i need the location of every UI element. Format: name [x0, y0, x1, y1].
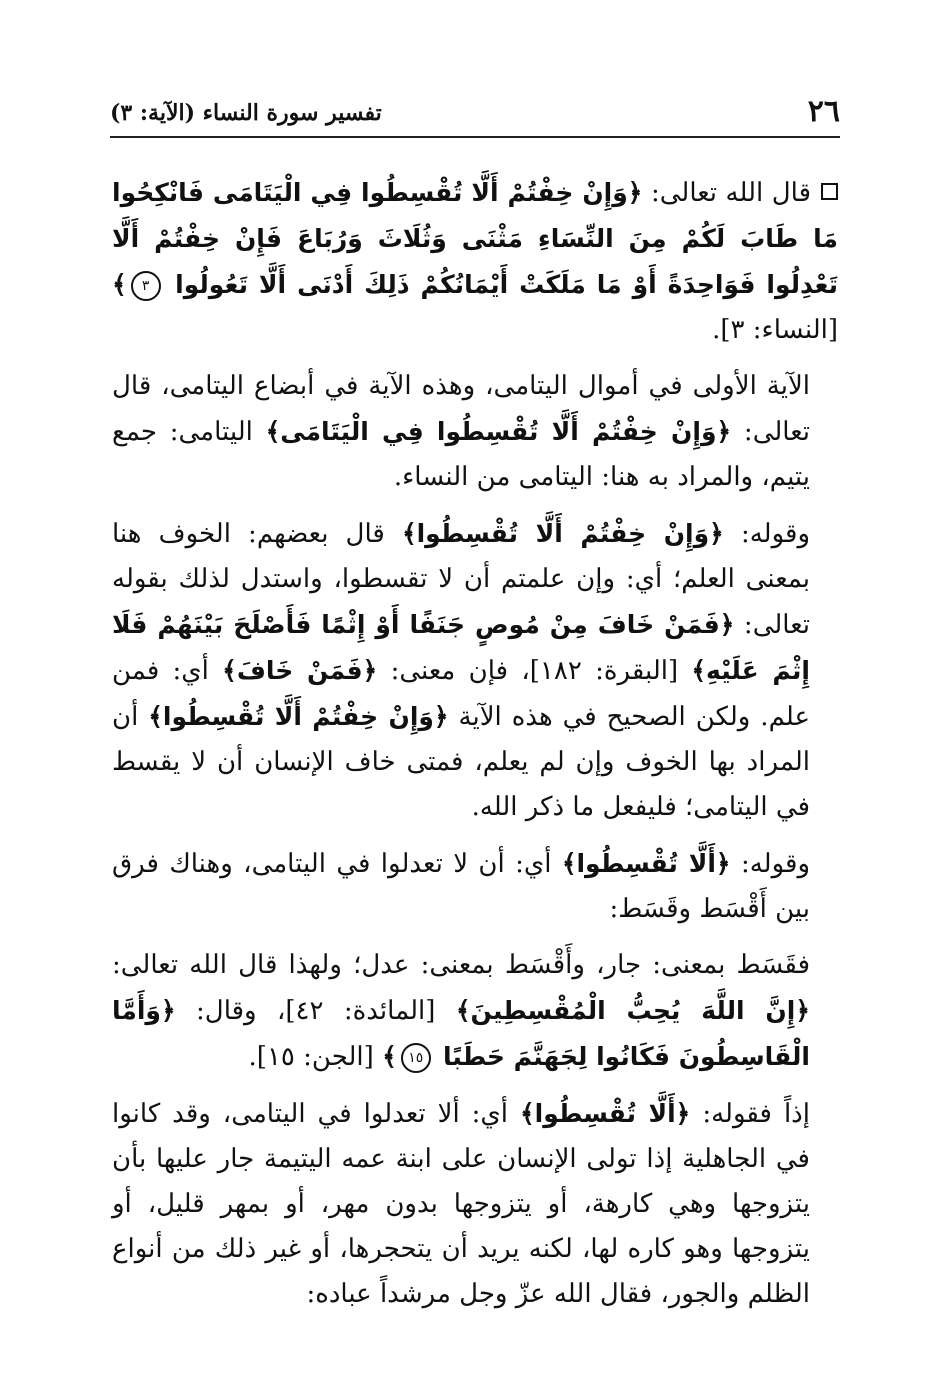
paragraph-1-lead: قال الله تعالى:: [642, 178, 811, 208]
page-number: ٢٦: [807, 94, 840, 129]
quran-quote: ﴿وَإِنْ خِفْتُمْ أَلَّا تُقْسِطُوا﴾: [148, 702, 449, 731]
text-segment: الآية الأولى في أموال اليتامى، وهذه الآية في أبضاع اليتامى، قال تعالى:: [112, 371, 810, 447]
page-header: [110, 94, 840, 134]
text-segment: أي: ألا تعدلوا في اليتامى، وقد كانوا في الجاهلية إذا تولى الإنسان على ابنة عمه اليتيمة جار عليها بأن يتزوجها وهي كارهة، أو يتزوجها بدون مهر، أو بمهر قليل، أو يتزوجها وهو كاره لها، لكنه يريد أن يتحجرها، أو غير ذلك من أنواع الظلم والجور، فقال الله عزّ وجل مرشداً عباده:: [112, 1099, 810, 1309]
text-segment: [البقرة: ١٨٢]، فإن معنى:: [377, 656, 692, 686]
text-segment: أي: أن لا تعدلوا في اليتامى، وهناك فرق بين أَقْسَط وقَسَط:: [112, 849, 810, 924]
text-segment: أن المراد بها الخوف وإن لم يعلم، فمتى خاف الإنسان أن لا يقسط في اليتامى؛ فليفعل ما ذكر الله.: [112, 702, 810, 822]
text-segment: اليتامى: جمع يتيم، والمراد به هنا: اليتامى من النساء.: [112, 417, 810, 492]
quran-verse: ﴿وَإِنْ خِفْتُمْ أَلَّا تُقْسِطُوا فِي الْيَتَامَى فَانْكِحُوا مَا طَابَ لَكُمْ مِنَ النِّسَاءِ مَثْنَى وَثُلَاثَ وَرُبَاعَ فَإِنْ خِفْتُمْ أَلَّا تَعْدِلُوا فَوَاحِدَةً أَوْ مَا مَلَكَتْ أَيْمَانُكُمْ ذَلِكَ أَدْنَى أَلَّا تَعُولُوا: [112, 178, 838, 299]
paragraph-4: [112, 841, 838, 932]
text-segment: وقوله:: [723, 519, 810, 549]
quran-quote: ﴿وَأَمَّا الْقَاسِطُونَ فَكَانُوا لِجَهَنَّمَ حَطَبًا: [112, 996, 810, 1071]
quran-quote: ﴿إِنَّ اللَّهَ يُحِبُّ الْمُقْسِطِينَ﴾: [455, 996, 810, 1025]
page-body: [112, 170, 838, 1317]
text-segment: وقوله:: [730, 849, 811, 879]
text-segment: إذاً فقوله:: [690, 1099, 810, 1129]
ayah-number-marker: ٣: [131, 271, 161, 301]
quran-quote: ﴿فَمَنْ خَافَ﴾: [222, 656, 378, 685]
square-bullet-icon: [821, 183, 838, 200]
verse-reference: [النساء: ٣].: [712, 315, 838, 345]
text-segment: أي: فمن علم. ولكن الصحيح في هذه الآية: [112, 656, 810, 732]
quran-quote: ﴿وَإِنْ خِفْتُمْ أَلَّا تُقْسِطُوا﴾: [401, 519, 724, 548]
quran-verse-close: ﴾: [112, 270, 127, 299]
text-segment: قال بعضهم: الخوف هنا بمعنى العلم؛ أي: وإن علمتم أن لا تقسطوا، واستدل لذلك بقوله تعالى:: [112, 519, 810, 640]
paragraph-5: [112, 943, 838, 1080]
running-title: تفسير سورة النساء (الآية: ٣): [110, 100, 382, 126]
quran-quote: ﴿أَلَّا تُقْسِطُوا﴾: [520, 1099, 691, 1128]
paragraph-2: [112, 364, 838, 500]
paragraph-6: [112, 1091, 838, 1317]
paragraph-1: [112, 170, 838, 353]
header-divider: [110, 136, 840, 138]
quran-quote: ﴿أَلَّا تُقْسِطُوا﴾: [561, 849, 731, 878]
paragraph-3: [112, 511, 838, 830]
quran-quote: ﴿فَمَنْ خَافَ مِنْ مُوصٍ جَنَفًا أَوْ إِثْمًا فَأَصْلَحَ بَيْنَهُمْ فَلَا إِثْمَ عَلَيْهِ﴾: [112, 610, 810, 685]
ayah-number-marker: ١٥: [401, 1043, 431, 1073]
quran-quote: ﴿وَإِنْ خِفْتُمْ أَلَّا تُقْسِطُوا فِي الْيَتَامَى﴾: [265, 417, 732, 446]
quran-verse-close: ﴾: [382, 1042, 397, 1071]
verse-reference: [الجن: ١٥].: [248, 1042, 383, 1072]
text-segment: [المائدة: ٤٢]، وقال:: [175, 996, 456, 1026]
text-segment: فقَسَط بمعنى: جار، وأَقْسَط بمعنى: عدل؛ ولهذا قال الله تعالى:: [112, 950, 810, 980]
